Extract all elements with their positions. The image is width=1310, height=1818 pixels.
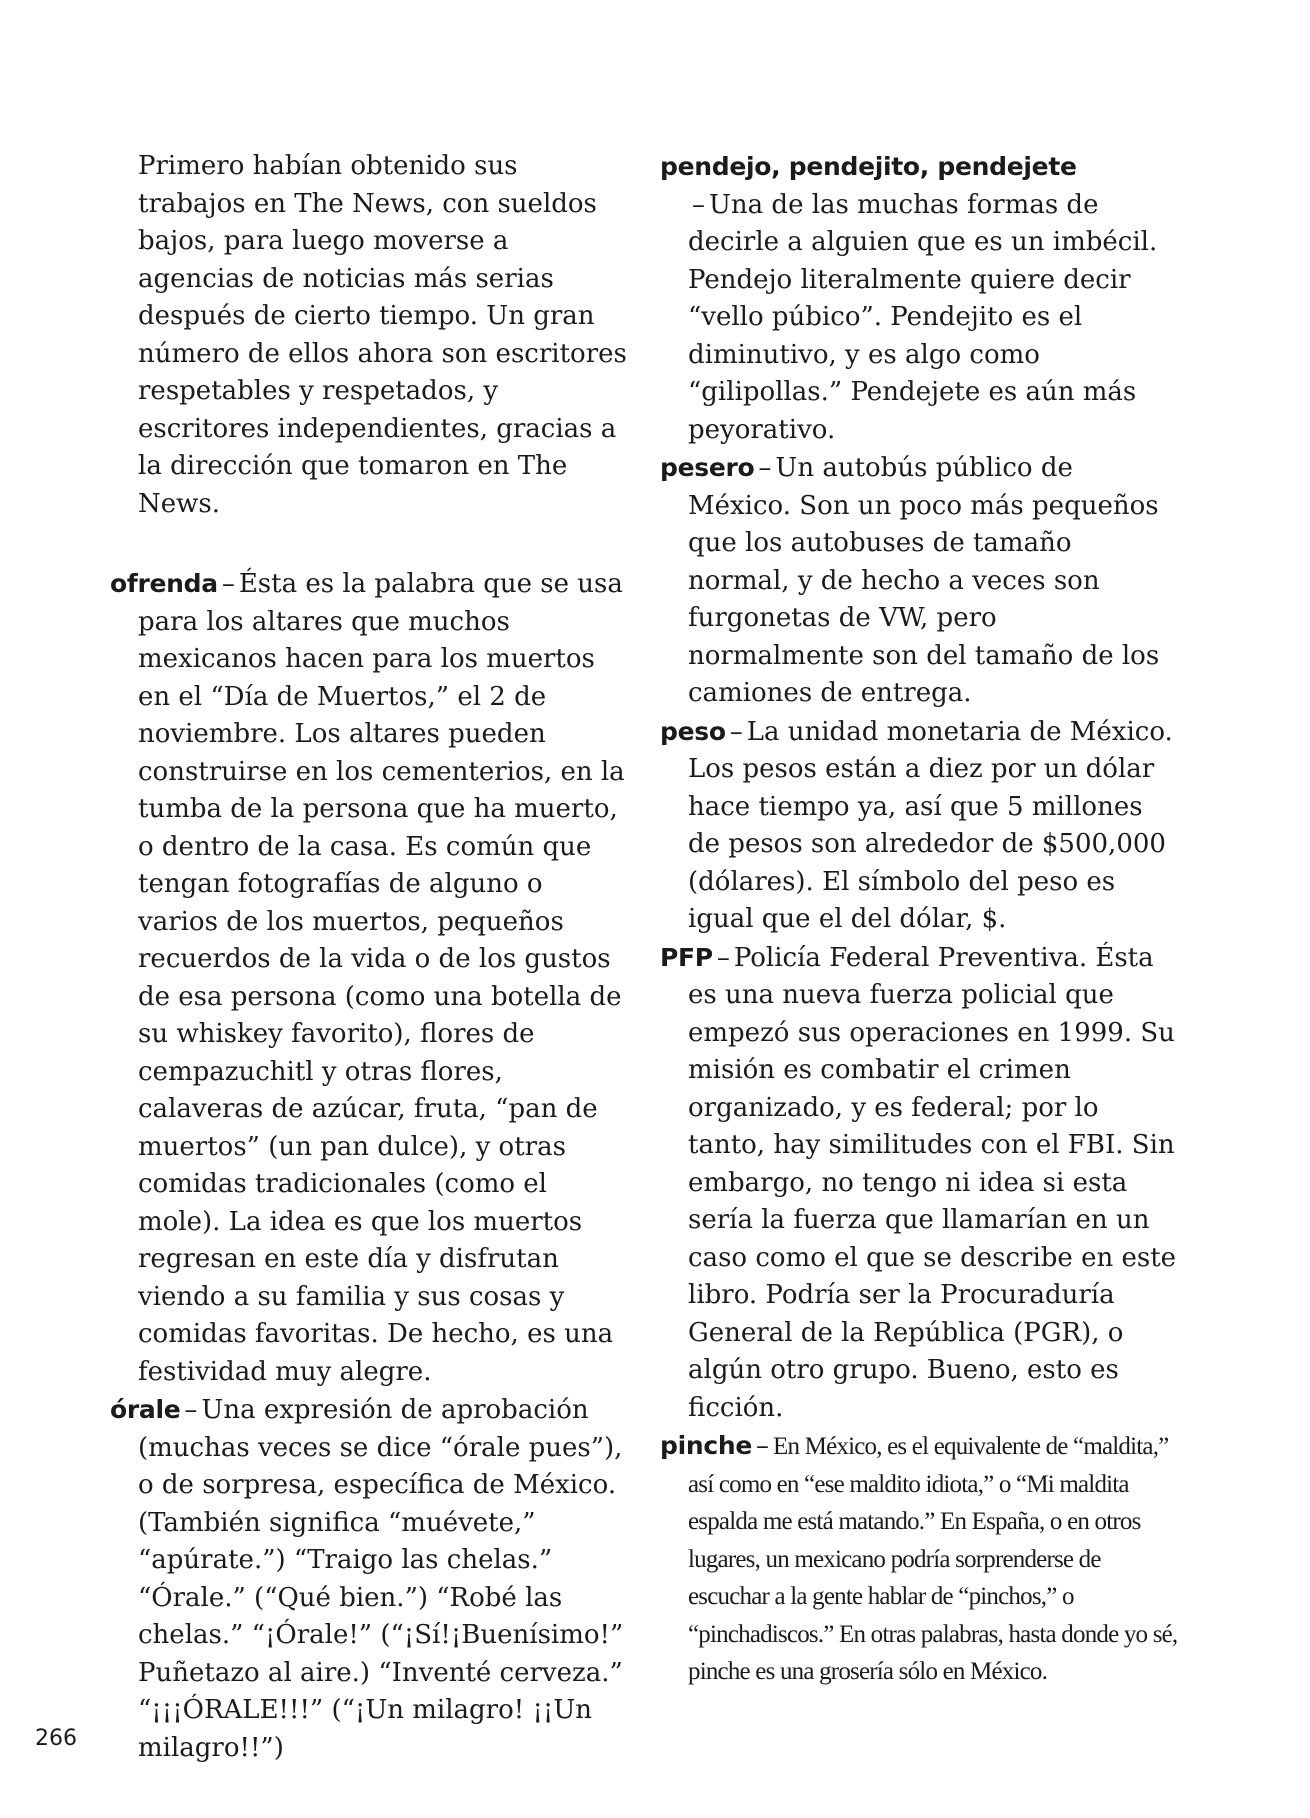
glossary-entry-pesero [660, 449, 1180, 713]
glossary-entry-peso [660, 713, 1180, 939]
left-column [110, 148, 630, 1767]
entry-definition: Policía Federal Preventiva. Ésta es una nueva fuerza policial que empezó sus operaciones en 1999. Su misión es combatir el crimen organizado, y es federal; por lo tanto, hay similitudes con el FBI. Sin embargo, no tengo ni idea si esta sería la fuerza que llamarían en un caso como el que se describe en este libro. Podría ser la Procuraduría General de la República (PGR), o algún otro grupo. Bueno, esto es ficción. [688, 942, 1177, 1423]
glossary-entry-ofrenda [110, 565, 630, 1391]
right-column [660, 148, 1180, 1691]
entry-term: órale [110, 1395, 181, 1424]
entry-term: pesero [660, 453, 755, 482]
entry-term: pendejo, pendejito, pendejete [660, 152, 1077, 181]
entry-dash: – [729, 716, 743, 747]
entry-dash: – [716, 942, 730, 973]
entry-dash: – [756, 1431, 770, 1461]
glossary-entry-pinche [660, 1427, 1180, 1691]
entry-term: peso [660, 716, 726, 746]
entry-dash: – [758, 453, 772, 483]
continuation-paragraph: Primero habían obtenido sus trabajos en The News, con sueldos bajos, para luego moverse a agencias de noticias más serias después de cierto tiempo. Un gran número de ellos ahora son escritores respetables y respetados, y escritores independientes, gracias a la dirección que tomaron en The News. [138, 151, 627, 519]
entry-dash: – [184, 1395, 198, 1425]
glossary-entry-pendejo [660, 148, 1180, 449]
glossary-entry-orale [110, 1391, 630, 1767]
entry-dash: – [221, 569, 235, 599]
entry-definition: Ésta es la palabra que se usa para los altares que muchos mexicanos hacen para los muertos en el “Día de Muertos,” el 2 de noviembre. Los altares pueden construirse en los cementerios, en la tumba de la persona que ha muerto, o dentro de la casa. Es común que tengan fotografías de alguno o varios de los muertos, pequeños recuerdos de la vida o de los gustos de esa persona (como una botella de su whiskey favorito), flores de cempazuchitl y otras flores, calaveras de azúcar, fruta, “pan de muertos” (un pan dulce), y otras comidas tradicionales (como el mole). La idea es que los muertos regresan en este día y disfrutan viendo a su familia y sus cosas y comidas favoritas. De hecho, es una festividad muy alegre. [138, 569, 625, 1387]
page-number: 266 [35, 1726, 77, 1751]
entry-dash: – [692, 189, 705, 220]
entry-term: pinche [660, 1431, 753, 1460]
entry-definition: Un autobús público de México. Son un poco más pequeños que los autobuses de tamaño normal, y de hecho a veces son furgonetas de VW, pero normalmente son del tamaño de los camiones de entrega. [688, 453, 1160, 708]
entry-definition: Una de las muchas formas de decirle a alguien que es un imbécil. Pendejo literalmente quiere decir “vello púbico”. Pendejito es el diminutivo, y es algo como “gilipollas.” Pendejete es aún más peyorativo. [688, 189, 1158, 445]
entry-definition: En México, es el equivalente de “maldita,” así como en “ese maldito idiota,” o “Mi maldita espalda me está matando.” En España, o en otros lugares, un mexicano podría sorprenderse de escuchar a la gente hablar de “pinchos,” o “pinchadiscos.” En otras palabras, hasta donde yo sé, pinche es una grosería sólo en México. [688, 1433, 1178, 1685]
glossary-entry-pfp [660, 939, 1180, 1428]
entry-definition: Una expresión de aprobación (muchas veces se dice “órale pues”), o de sorpresa, específica de México. (También significa “muévete,” “apúrate.”) “Traigo las chelas.” “Órale.” (“Qué bien.”) “Robé las chelas.” “¡Órale!” (“¡Sí!¡Buenísimo!” Puñetazo al aire.) “Inventé cerveza.” “¡¡¡ÓRALE!!!” (“¡Un milagro! ¡¡Un milagro!!”) [138, 1395, 624, 1763]
entry-term: PFP [660, 942, 713, 972]
entry-definition: La unidad monetaria de México. Los pesos están a diez por un dólar hace tiempo ya, así que 5 millones de pesos son alrededor de $500,000 (dólares). El símbolo del peso es igual que el del dólar, $. [688, 716, 1173, 934]
entry-term: ofrenda [110, 569, 218, 598]
